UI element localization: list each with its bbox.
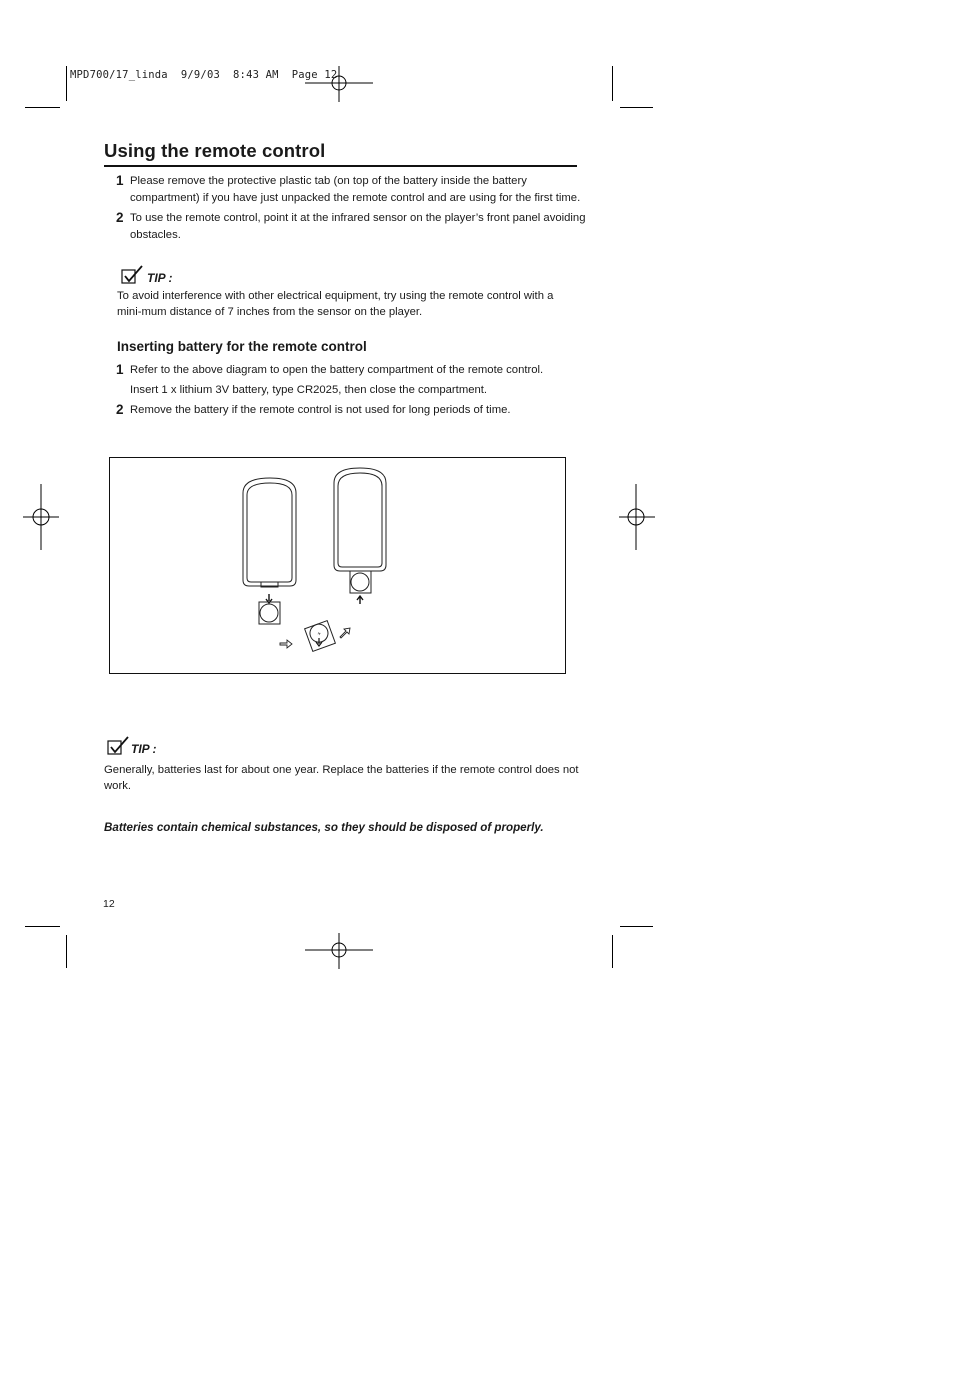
section-title: Inserting battery for the remote control xyxy=(117,339,367,354)
arrow-up-icon xyxy=(357,596,363,604)
step-number: 1 xyxy=(116,362,124,377)
crop-mark xyxy=(612,66,613,101)
disposal-warning: Batteries contain chemical substances, so they should be disposed of properly. xyxy=(104,821,544,834)
battery-diagram xyxy=(109,457,566,674)
crop-mark xyxy=(612,935,613,968)
svg-text:+: + xyxy=(316,630,323,638)
tip-label: TIP : xyxy=(147,271,173,285)
step-text: To use the remote control, point it at the infrared sensor on the player’s front panel avoiding obstacles. xyxy=(130,212,586,241)
step-text-line: Insert 1 x lithium 3V battery, type CR2025, then close the compartment. xyxy=(130,384,488,396)
registration-mark-right xyxy=(619,484,655,550)
tip-text: Generally, batteries last for about one year. Replace the batteries if the remote control does not work. xyxy=(104,764,579,792)
step-text-line: Remove the battery if the remote control is not used for long periods of time. xyxy=(130,404,511,416)
arrow-up-right-icon xyxy=(340,628,350,638)
remote-back-left xyxy=(243,478,296,587)
remote-battery-illustration xyxy=(110,458,565,673)
page-number: 12 xyxy=(103,898,115,910)
page-title: Using the remote control xyxy=(104,140,577,167)
crop-mark xyxy=(25,107,60,108)
crop-mark xyxy=(620,926,653,927)
registration-mark-bottom xyxy=(305,933,373,969)
arrow-right-icon xyxy=(280,640,292,648)
registration-mark-left xyxy=(23,484,59,550)
crop-mark xyxy=(66,935,67,968)
print-slug: MPD700/17_linda 9/9/03 8:43 AM Page 12 xyxy=(70,69,338,81)
battery-insert xyxy=(305,621,336,652)
crop-mark xyxy=(25,926,60,927)
tip-label: TIP : xyxy=(131,742,157,756)
battery-tray-left xyxy=(259,602,280,624)
step-number: 1 xyxy=(116,173,124,188)
step-text-line: Refer to the above diagram to open the battery compartment of the remote control. xyxy=(130,364,544,376)
step-number: 2 xyxy=(116,402,124,417)
step-number: 2 xyxy=(116,210,124,225)
crop-mark xyxy=(620,107,653,108)
tip-text: To avoid interference with other electrical equipment, try using the remote control with a mini-mum distance of 7 inches from the sensor on the player. xyxy=(117,290,554,318)
checkmark-icon xyxy=(106,736,130,756)
remote-back-right xyxy=(334,468,386,593)
crop-mark xyxy=(66,66,67,101)
checkmark-icon xyxy=(120,265,144,285)
step-text: Please remove the protective plastic tab (on top of the battery inside the battery compartment) if you have just unpacked the remote control and are using for the first time. xyxy=(130,175,581,204)
